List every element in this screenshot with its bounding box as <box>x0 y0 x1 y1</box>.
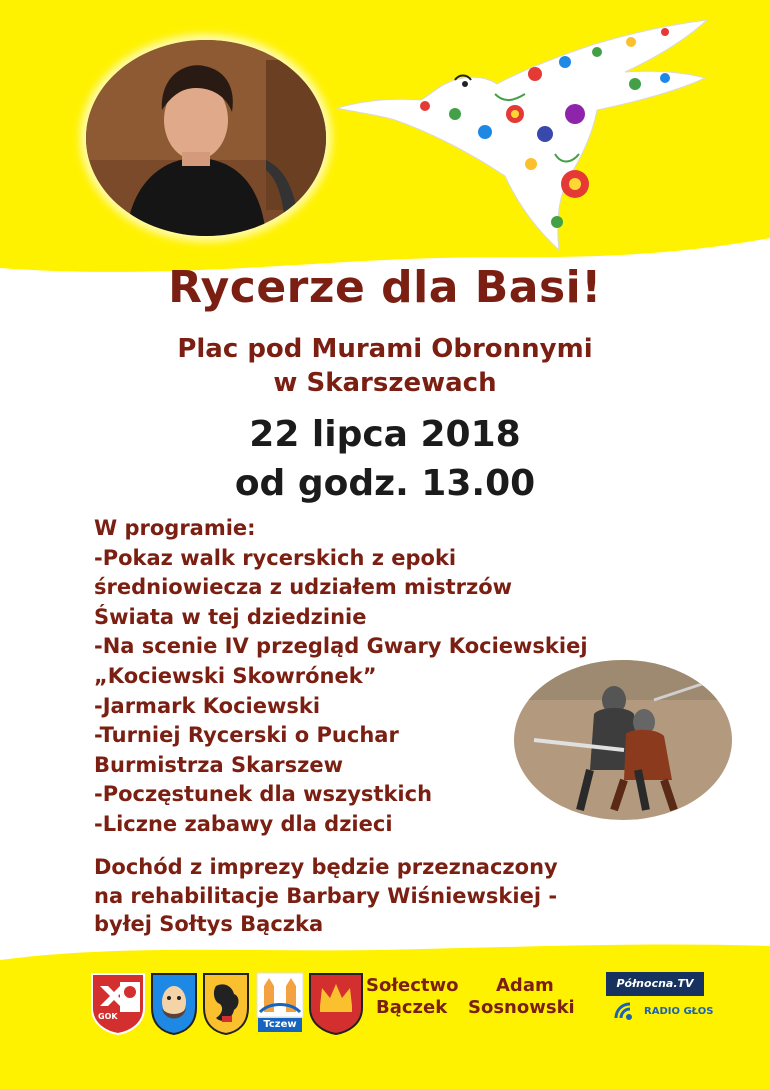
income-note <box>94 853 734 939</box>
crown-crest-icon <box>308 972 364 1036</box>
portrait-photo <box>86 40 326 236</box>
place-line-1: Plac pod Murami Obronnymi <box>177 334 593 364</box>
program-item: Burmistrza Skarszew <box>94 752 343 777</box>
polnocna-tv-logo: Północna.TV <box>606 972 704 996</box>
griffin-crest-icon <box>202 972 250 1036</box>
program-item: -Liczne zabawy dla dzieci <box>94 811 393 836</box>
radio-wave-icon <box>612 1000 640 1024</box>
folk-bird-illustration <box>335 14 715 254</box>
poster-title: Rycerze dla Basi! <box>168 262 602 313</box>
gok-label: GOK <box>98 1012 118 1021</box>
person-line-2: Sosnowski <box>468 997 575 1018</box>
solectwo-line-2: Bączek <box>376 997 448 1018</box>
event-time: od godz. 13.00 <box>234 463 536 504</box>
program-list <box>94 514 734 840</box>
income-line: na rehabilitacje Barbary Wiśniewskiej - <box>94 883 558 908</box>
program-item: -Turniej Rycerski o Puchar <box>94 723 399 748</box>
person-line-1: Adam <box>496 975 554 996</box>
program-item: -Poczęstunek dla wszystkich <box>94 782 433 807</box>
solectwo-line-1: Sołectwo <box>366 975 459 996</box>
radio-glos-logo: RADIO GŁOS <box>644 1006 714 1017</box>
tczew-label: Tczew <box>258 1018 302 1032</box>
program-item: -Jarmark Kociewski <box>94 693 321 718</box>
program-item: -Na scenie IV przegląd Gwary Kociewskiej <box>94 634 588 659</box>
skarszewy-crest-icon <box>150 972 198 1036</box>
program-item: średniowiecza z udziałem mistrzów <box>94 575 513 600</box>
program-heading: W programie: <box>94 516 256 540</box>
program-item: Świata w tej dziedzinie <box>94 604 367 629</box>
income-line: byłej Sołtys Bączka <box>94 912 324 937</box>
program-item: -Pokaz walk rycerskich z epoki <box>94 545 457 570</box>
income-line: Dochód z imprezy będzie przeznaczony <box>94 855 558 879</box>
gok-crest-icon <box>90 972 146 1036</box>
event-date: 22 lipca 2018 <box>249 414 521 455</box>
tczew-crest-icon <box>256 972 304 1018</box>
place-line-2: w Skarszewach <box>273 368 497 398</box>
program-item: „Kociewski Skowrónek” <box>94 663 377 688</box>
